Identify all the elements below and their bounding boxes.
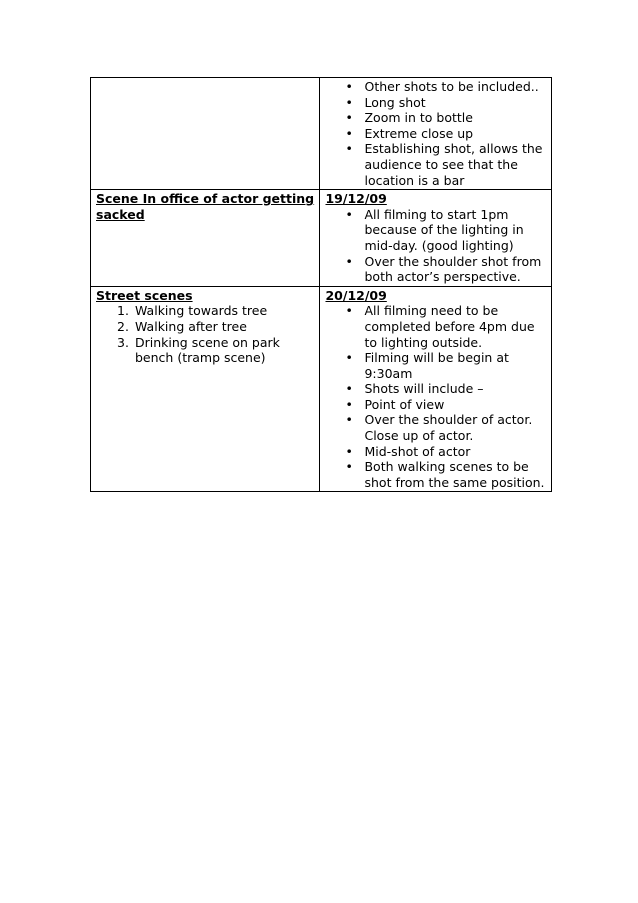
date-heading: 20/12/09 bbox=[325, 287, 387, 303]
date-heading: 19/12/09 bbox=[325, 191, 387, 207]
list-item: • Over the shoulder of actor. Close up of actor. bbox=[325, 412, 547, 443]
list-number: 1. bbox=[117, 303, 129, 319]
list-item: • Long shot bbox=[325, 95, 547, 111]
table-cell-right bbox=[320, 190, 552, 287]
table-cell-right bbox=[320, 286, 552, 492]
list-item: • All filming need to be completed before 4pm due to lighting outside. bbox=[325, 303, 547, 350]
table-cell-right bbox=[320, 78, 552, 190]
numbered-list bbox=[96, 303, 315, 365]
filming-schedule-table bbox=[90, 77, 552, 492]
list-item: • Extreme close up bbox=[325, 126, 547, 142]
list-item: • Zoom in to bottle bbox=[325, 110, 547, 126]
scene-heading: Scene In office of actor getting sacked bbox=[96, 191, 315, 222]
list-item: • Both walking scenes to be shot from the same position. bbox=[325, 459, 547, 490]
list-item bbox=[96, 319, 315, 335]
list-item: • Shots will include – bbox=[325, 381, 547, 397]
list-item: • Filming will be begin at 9:30am bbox=[325, 350, 547, 381]
bullet-list bbox=[325, 303, 547, 490]
list-item-text: Drinking scene on park bench (tramp scene) bbox=[135, 334, 280, 366]
list-item: • Establishing shot, allows the audience to see that the location is a bar bbox=[325, 141, 547, 188]
list-item: • Other shots to be included.. bbox=[325, 79, 547, 95]
list-item-text: Walking after tree bbox=[135, 318, 247, 334]
list-item bbox=[96, 303, 315, 319]
table-row bbox=[91, 190, 552, 287]
table-cell-left bbox=[91, 286, 320, 492]
list-item: • All filming to start 1pm because of the lighting in mid-day. (good lighting) bbox=[325, 207, 547, 254]
table-row bbox=[91, 78, 552, 190]
list-item bbox=[96, 335, 315, 366]
list-item: • Over the shoulder shot from both actor’s perspective. bbox=[325, 254, 547, 285]
table-row bbox=[91, 286, 552, 492]
list-item: • Mid-shot of actor bbox=[325, 444, 547, 460]
list-number: 2. bbox=[117, 318, 129, 334]
list-item: • Point of view bbox=[325, 397, 547, 413]
table-cell-left bbox=[91, 78, 320, 190]
bullet-list bbox=[325, 79, 547, 188]
scene-heading: Street scenes bbox=[96, 287, 193, 303]
bullet-list bbox=[325, 207, 547, 285]
list-item-text: Walking towards tree bbox=[135, 303, 268, 319]
list-number: 3. bbox=[117, 334, 129, 350]
table-cell-left bbox=[91, 190, 320, 287]
